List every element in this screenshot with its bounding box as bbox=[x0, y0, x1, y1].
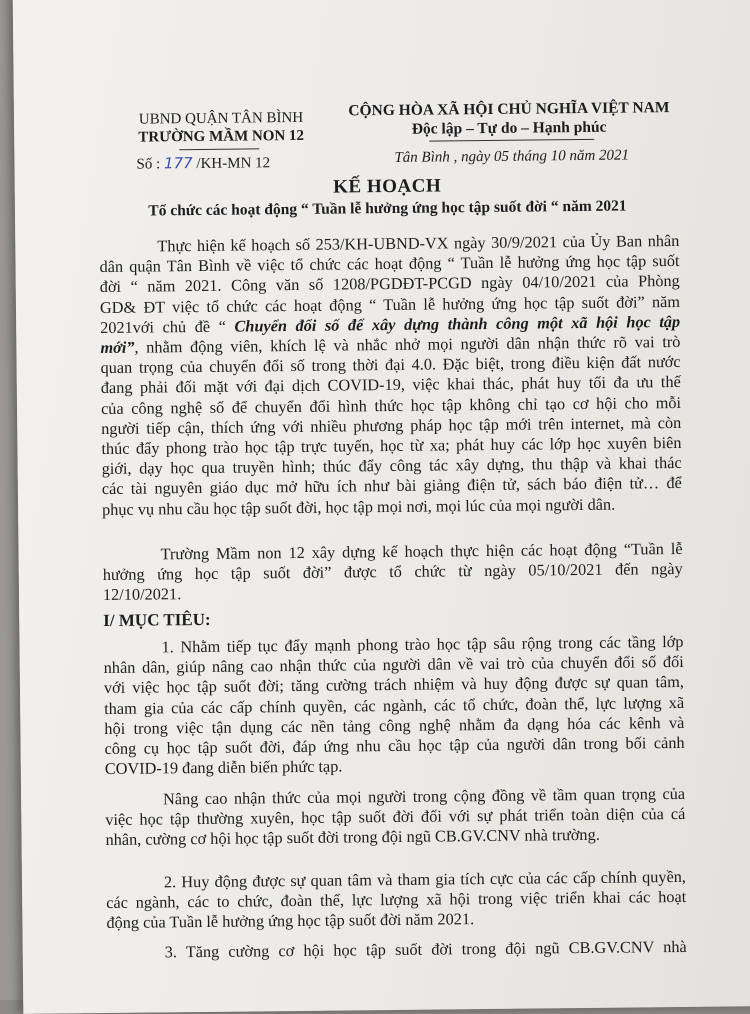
document-page bbox=[13, 0, 750, 1014]
doc-number-suffix: /KH-MN 12 bbox=[196, 155, 271, 173]
schedule-paragraph bbox=[102, 539, 683, 606]
objective-item-2 bbox=[106, 867, 687, 934]
motto-underline bbox=[429, 139, 594, 142]
schedule-line: hưởng ứng học tập suốt đời” được tổ chức từ ngày 05/10/2021 đến ngày bbox=[102, 559, 683, 585]
section-heading-objectives: I/ MỤC TIÊU: bbox=[103, 609, 211, 631]
intro-line: thúc đẩy phong trào học tập trực tuyến, học từ xa; phát huy các lớp học xuyên biên bbox=[101, 432, 682, 459]
objective-line: hội trong việc tận dụng các nền tảng công nghệ nhằm đa dạng hóa các kênh và bbox=[104, 712, 685, 738]
national-header bbox=[344, 98, 674, 139]
intro-line: của công nghệ số để chuyển đổi hình thức học tập không chỉ tạo cơ hội cho mỗi bbox=[100, 392, 682, 418]
objective-item-1 bbox=[103, 632, 684, 779]
intro-paragraph bbox=[99, 231, 682, 520]
intro-line: giới, dạy học qua truyền hình; thúc đẩy công tác xây dựng, thu thập và khai thác bbox=[101, 453, 682, 479]
theme-text-end: mới” bbox=[100, 337, 135, 358]
objective-line: công cụ học tập suốt đời, đáp ứng nhu cầu học tập của người dân trong bối cảnh bbox=[104, 732, 685, 759]
intro-line: các tài nguyên giáo dục mở hữu ích như bài giảng điện tử, sách báo điện tử… để bbox=[101, 473, 682, 499]
doc-number-prefix: Số : bbox=[136, 156, 161, 173]
objective-line: COVID-19 đang diễn biến phức tạp. bbox=[104, 756, 343, 779]
org-parent: UBND QUẬN TÂN BÌNH bbox=[138, 109, 304, 128]
org-name: TRƯỜNG MẦM NON 12 bbox=[138, 127, 305, 146]
document-title: KẾ HOẠCH bbox=[333, 175, 442, 198]
theme-text: Chuyển đổi số để xây dựng thành công một xã hội học tập bbox=[234, 311, 681, 336]
awareness-line: việc học tập thường xuyên, học tập suốt đời đối với sự phát triển toàn diện của cá bbox=[105, 804, 686, 830]
intro-line: phục vụ nhu cầu học tập suốt đời, học tập mọi nơi, mọi lúc của mọi người dân. bbox=[101, 494, 616, 519]
intro-line: GD& ĐT việc tổ chức các hoạt động “ Tuần lễ hưởng ứng học tập suốt đời” năm bbox=[99, 291, 681, 317]
doc-number bbox=[136, 153, 270, 173]
awareness-line: nhân, cường cơ hội học tập suốt đời trong đội ngũ CB.GV.CNV nhà trường. bbox=[105, 825, 600, 850]
intro-line: đang phải đối mặt với đại dịch COVID-19, việc khai thác, phát huy tối đa ưu thế bbox=[100, 372, 681, 398]
theme-tail: , nhằm động viên, khích lệ và nhắc nhở mọi người dân nhận thức rõ vai trò bbox=[134, 331, 681, 357]
awareness-paragraph bbox=[105, 784, 686, 851]
objective-line: 1. Nhằm tiếp tục đẩy mạnh phong trào học tập sâu rộng trong các tầng lớp bbox=[161, 631, 684, 657]
country-name: CỘNG HÒA XÃ HỘI CHỦ NGHĨA VIỆT NAM bbox=[348, 99, 670, 120]
org-block bbox=[126, 109, 316, 147]
motto: Độc lập – Tự do – Hạnh phúc bbox=[411, 118, 607, 138]
intro-line: đời “ năm 2021. Công văn số 1208/PGDĐT-PCGD ngày 04/10/2021 của Phòng bbox=[99, 271, 680, 297]
document-subtitle: Tổ chức các hoạt động “ Tuần lễ hưởng ứng học tập suốt đời “ năm 2021 bbox=[148, 197, 627, 220]
intro-line: người tiếp cận, thích ứng với nhiều phương pháp học tập mới trên internet, mà còn bbox=[101, 412, 682, 438]
doc-number-handwritten: 177 bbox=[163, 154, 193, 173]
date-line: Tân Bình , ngày 05 tháng 10 năm 2021 bbox=[394, 147, 630, 166]
intro-line: dân quận Tân Bình về việc tổ chức các hoạt động “ Tuần lễ hưởng ứng học tập suốt bbox=[99, 251, 680, 277]
objective-line: tham gia của các cấp chính quyền, các ngành, các tổ chức, đoàn thể, lực lượng xã bbox=[104, 692, 685, 718]
theme-lead: 2021với chủ đề “ bbox=[100, 316, 226, 337]
intro-line: quan trọng của chuyển đổi số trong thời đại 4.0. Đặc biệt, trong điều kiện đất nước bbox=[100, 352, 681, 378]
objective-line: với việc học tập suốt đời; tăng cường trách nhiệm và huy động được sự quan tâm, bbox=[103, 672, 685, 698]
awareness-line: Nâng cao nhận thức của mọi người trong cộng đồng về tầm quan trọng của bbox=[163, 783, 686, 809]
objective-line: nhân dân, giúp nâng cao nhận thức của người dân về vai trò của chuyển đổi số đối bbox=[103, 652, 684, 678]
objective-line: 3. Tăng cường cơ hội học tập suốt đời trong đội ngũ CB.GV.CNV nhà bbox=[164, 936, 687, 962]
objective-line: động của Tuần lễ hưởng ứng học tập suốt đời năm 2021. bbox=[106, 909, 475, 933]
intro-line: Thực hiện kế hoạch số 253/KH-UBND-VX ngày 30/9/2021 của Ủy Ban nhân bbox=[157, 230, 680, 256]
objective-line: các ngành, các to chức, đoàn thể, lực lượng xã hội trong việc triển khai các hoạt bbox=[106, 887, 687, 913]
schedule-line: Trường Mầm non 12 xây dựng kế hoạch thực hiện các hoạt động “Tuần lễ bbox=[160, 538, 683, 564]
objective-item-3 bbox=[107, 937, 687, 963]
schedule-line: 12/10/2021. bbox=[102, 584, 182, 605]
objective-line: 2. Huy động được sự quan tâm và tham gia tích cực của các cấp chính quyền, bbox=[163, 866, 687, 892]
org-underline bbox=[179, 148, 259, 150]
